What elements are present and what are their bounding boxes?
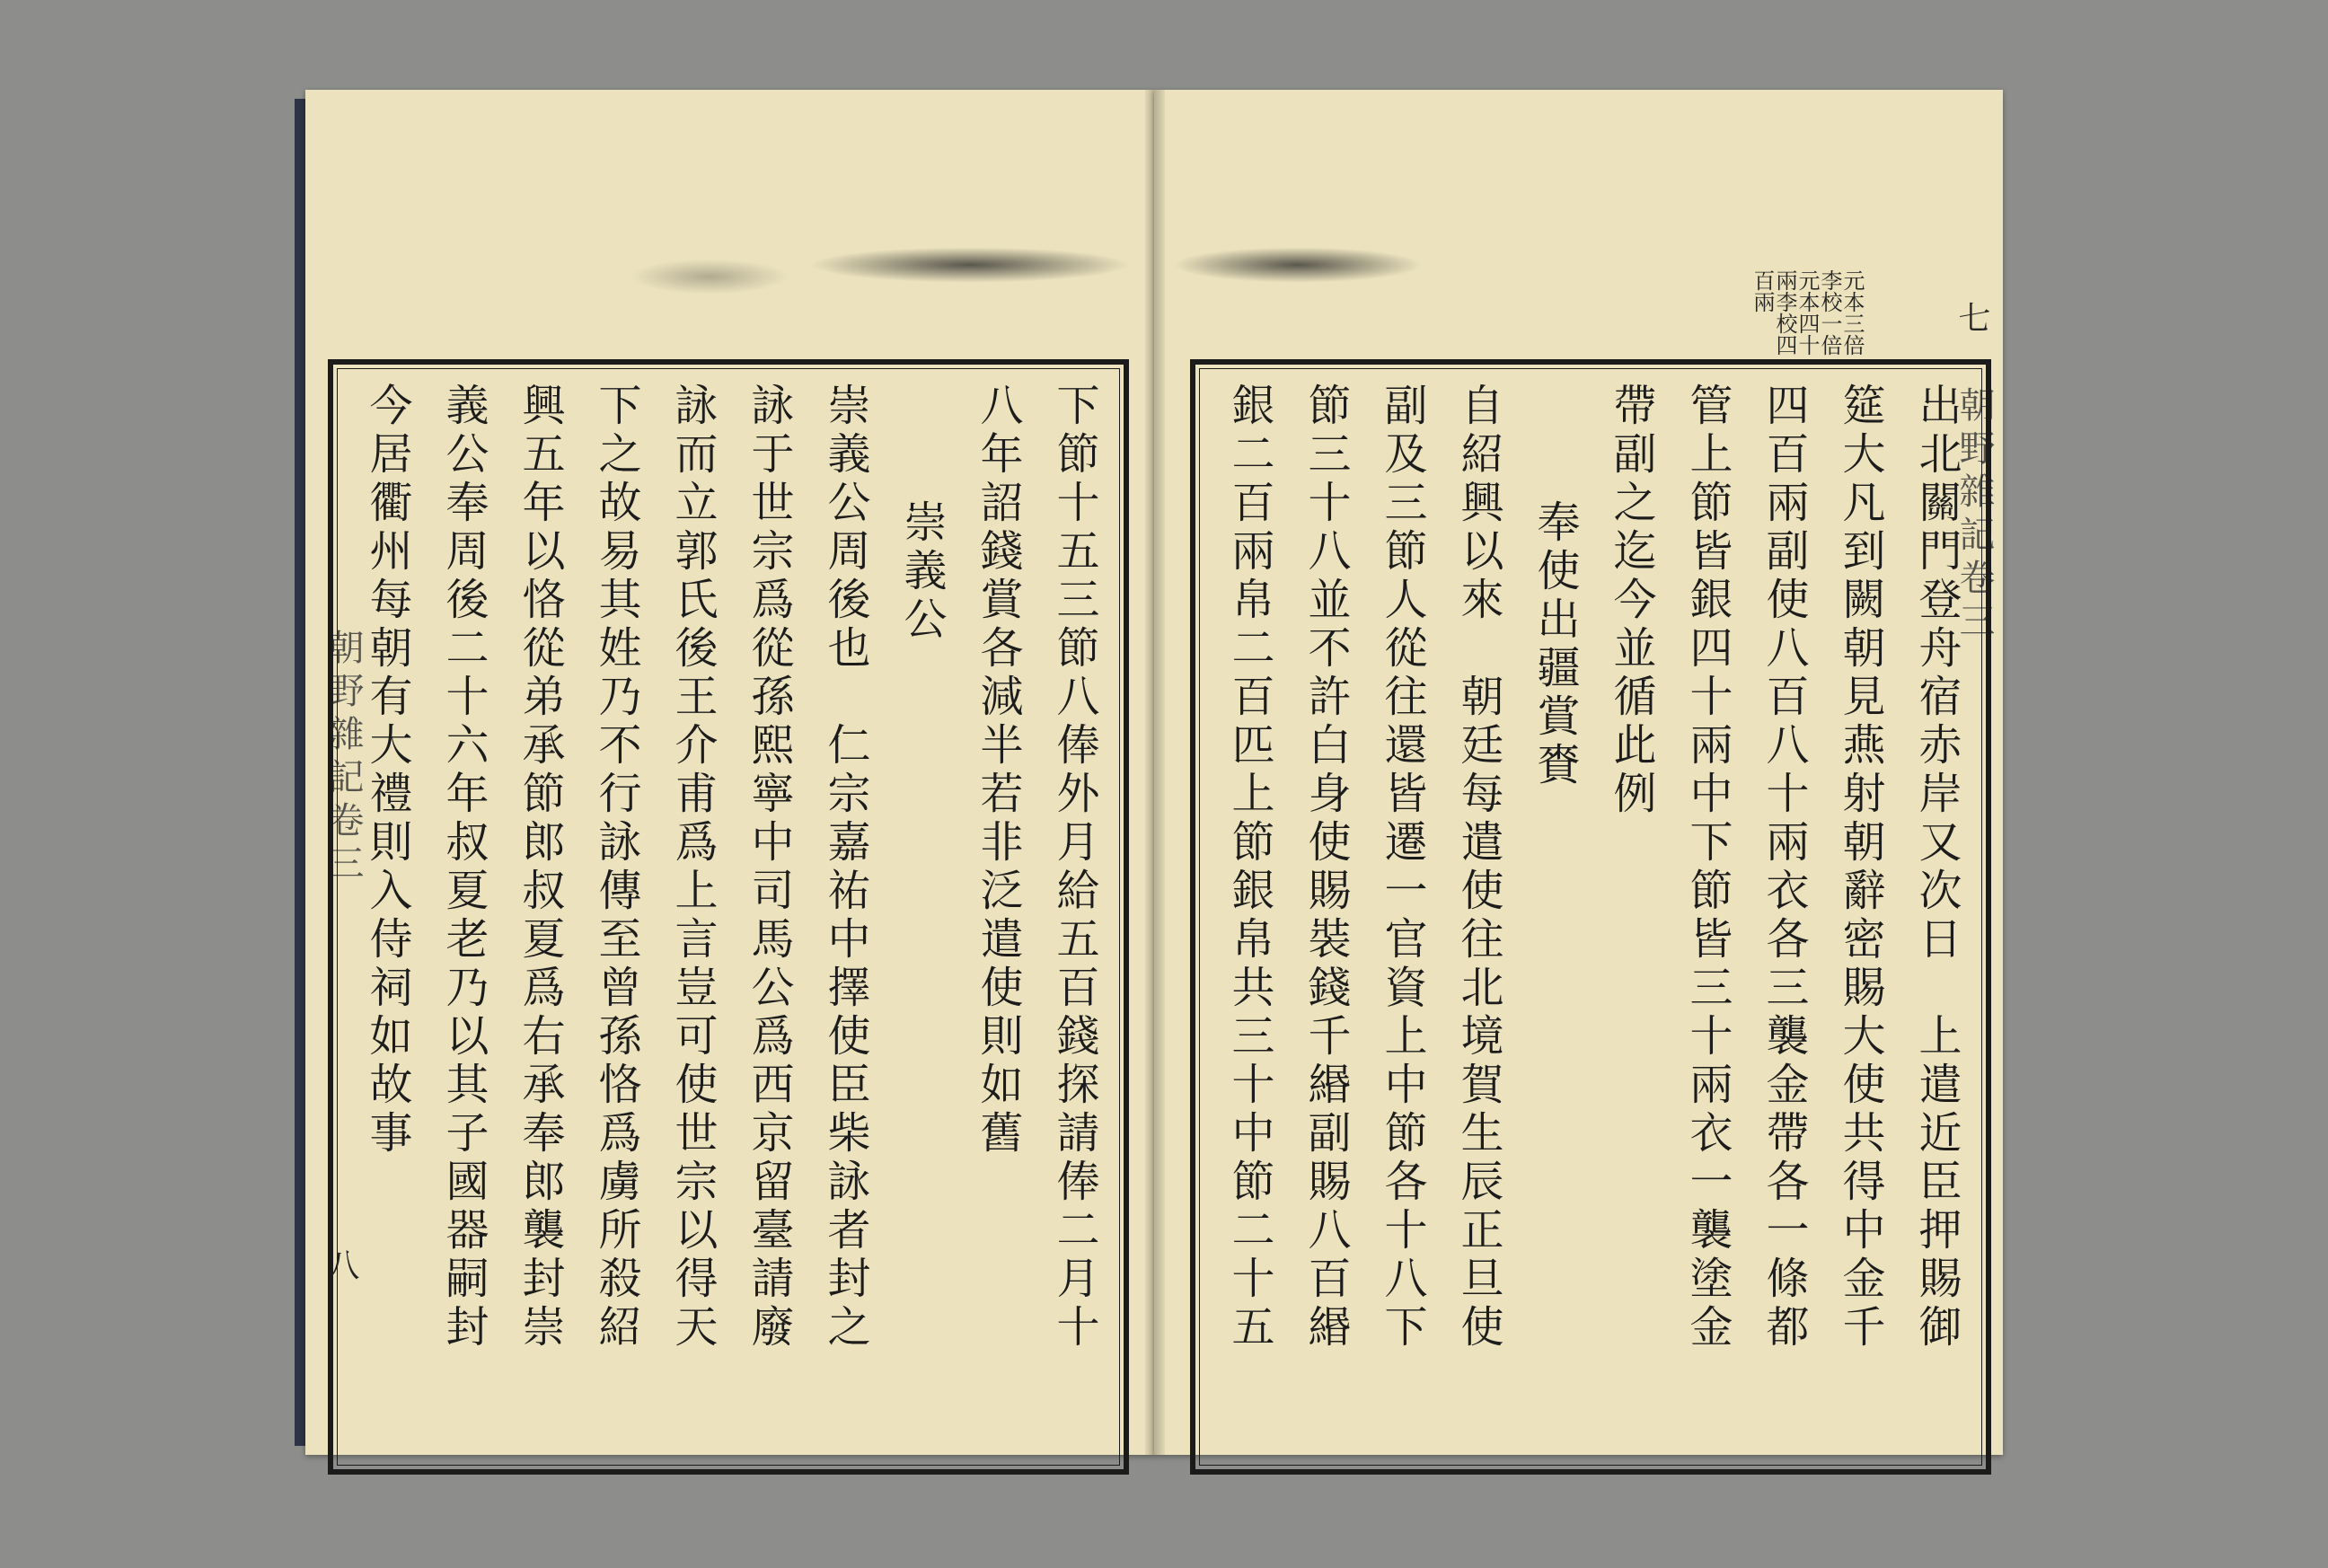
text-column: 興五年以恪從弟承節郎叔夏爲右承奉郎襲封崇: [515, 383, 565, 1352]
left-text-frame: [328, 359, 1129, 1475]
left-margin-title: 朝野雜記卷三: [322, 629, 364, 887]
text-column: 八年詔錢賞各減半若非泛遣使則如舊: [973, 383, 1023, 1158]
text-column: 詠于世宗爲從孫熙寧中司馬公爲西京留臺請廢: [744, 383, 794, 1352]
text-column: 筵大凡到闕朝見燕射朝辭密賜大使共得中金千: [1835, 383, 1885, 1352]
left-folio: 八: [322, 1248, 359, 1281]
right-margin-title: 朝野雜記卷三: [1953, 386, 1995, 645]
text-column: 詠而立郭氏後王介甫爲上言豈可使世宗以得天: [667, 383, 718, 1352]
left-page: [305, 90, 1154, 1455]
right-text-frame: [1190, 359, 1991, 1475]
printed-note: 元本四十: [1794, 269, 1820, 356]
section-heading: 奉使出疆賞賚: [1530, 499, 1580, 790]
text-column: 管上節皆銀四十兩中下節皆三十兩衣一襲塗金: [1682, 383, 1733, 1352]
book-gutter: [1145, 90, 1165, 1455]
ink-smudge: [808, 247, 1132, 283]
text-column: 崇義公周後也 仁宗嘉祐中擇使臣柴詠者封之: [820, 383, 870, 1352]
text-column: 自紹興以來 朝廷每遣使往北境賀生辰正旦使: [1453, 383, 1504, 1352]
text-column: 四百兩副使八百八十兩衣各三襲金帶各一條都: [1759, 383, 1809, 1352]
text-column: 副及三節人從往還皆遷一官資上中節各十八下: [1377, 383, 1427, 1352]
text-column: 下節十五三節八俸外月給五百錢探請俸二月十: [1049, 383, 1099, 1352]
text-column: 銀二百兩帛二百匹上節銀帛共三十中節二十五: [1224, 383, 1274, 1352]
ink-smudge: [1172, 247, 1424, 283]
printed-note: 百兩: [1750, 269, 1775, 313]
right-folio: 七: [1953, 301, 1990, 333]
text-column: 節三十八並不許白身使賜裝錢千緡副賜八百緡: [1301, 383, 1351, 1352]
printed-note: 兩李校四: [1772, 269, 1797, 356]
text-column: 出北關門登舟宿赤岸又次日 上遣近臣押賜御: [1911, 383, 1962, 1352]
ink-smudge: [629, 259, 790, 295]
text-column: 義公奉周後二十六年叔夏老乃以其子國器嗣封: [438, 383, 489, 1352]
printed-note: 元本三倍: [1839, 269, 1865, 356]
open-book: [305, 90, 2003, 1455]
text-column: 下之故易其姓乃不行詠傳至曾孫恪爲虜所殺紹: [591, 383, 641, 1352]
printed-note: 李校一倍: [1817, 269, 1842, 356]
text-column: 今居衢州每朝有大禮則入侍祠如故事: [362, 383, 412, 1158]
text-column: 帶副之迄今並循此例: [1606, 383, 1656, 819]
right-page: [1154, 90, 2003, 1455]
section-heading: 崇義公: [896, 499, 947, 645]
